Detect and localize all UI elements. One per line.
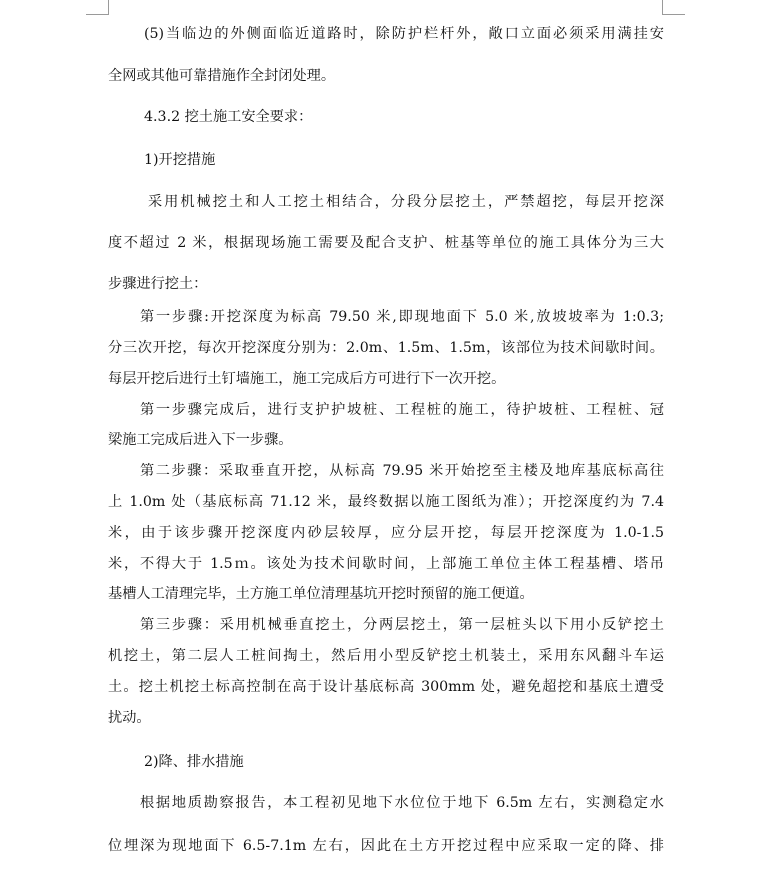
doc-line: 第一步骤:开挖深度为标高 79.50 米,即现地面下 5.0 米,放坡坡率为 1:0.3;: [140, 309, 664, 325]
doc-line: 步骤进行挖土：: [108, 276, 208, 292]
doc-line: 扰动。: [108, 710, 151, 726]
doc-line: 度不超过 2 米，根据现场施工需要及配合支护、桩基等单位的施工具体分为三大: [108, 235, 664, 251]
doc-line: 第三步骤：采用机械垂直挖土，分两层挖土，第一层桩头以下用小反铲挖土: [140, 617, 664, 633]
doc-line: 米，不得大于 1.5ｍ。该处为技术间歇时间，上部施工单位主体工程基槽、塔吊: [108, 556, 664, 572]
doc-line: 梁施工完成后进入下一步骤。: [108, 432, 293, 448]
doc-line: 机挖土，第二层人工桩间掏土，然后用小型反铲挖土机装土，采用东风翻斗车运: [108, 648, 664, 664]
doc-line: 土。挖土机挖土标高控制在高于设计基底标高 300mm 处，避免超挖和基底土遭受: [108, 679, 664, 695]
page-corner-mark-left: [86, 0, 109, 15]
doc-line: 基槽人工清理完毕，土方施工单位清理基坑开挖时预留的施工便道。: [108, 586, 534, 602]
doc-line: 采用机械挖土和人工挖土相结合，分段分层挖土，严禁超挖，每层开挖深: [148, 194, 664, 210]
doc-line: 米，由于该步骤开挖深度内砂层较厚，应分层开挖，每层开挖深度为 1.0-1.5: [108, 525, 664, 541]
subsection-heading: 1)开挖措施: [144, 152, 216, 168]
doc-line: 位埋深为现地面下 6.5-7.1m 左右，因此在土方开挖过程中应采取一定的降、排: [108, 838, 664, 854]
page-corner-mark-right: [662, 0, 685, 15]
subsection-heading: 2)降、排水措施: [144, 754, 244, 770]
doc-line: 第一步骤完成后，进行支护护坡桩、工程桩的施工，待护坡桩、工程桩、冠: [140, 402, 664, 418]
doc-line: 分三次开挖，每次开挖深度分别为：2.0m、1.5m、1.5m，该部位为技术间歇时间。: [108, 340, 664, 356]
doc-line: 第二步骤：采取垂直开挖，从标高 79.95 米开始挖至主楼及地库基底标高往: [140, 463, 664, 479]
doc-line: 全网或其他可靠措施作全封闭处理。: [108, 68, 336, 84]
doc-line: 根据地质勘察报告，本工程初见地下水位位于地下 6.5m 左右，实测稳定水: [140, 795, 664, 811]
doc-line: 每层开挖后进行土钉墙施工，施工完成后方可进行下一次开挖。: [108, 371, 506, 387]
section-heading: 4.3.2 挖土施工安全要求：: [144, 109, 313, 125]
doc-line: 上 1.0m 处（基底标高 71.12 米，最终数据以施工图纸为准）；开挖深度约为 7.4: [108, 494, 664, 510]
doc-line: (5)当临边的外侧面临近道路时，除防护栏杆外，敞口立面必须采用满挂安: [144, 26, 664, 42]
